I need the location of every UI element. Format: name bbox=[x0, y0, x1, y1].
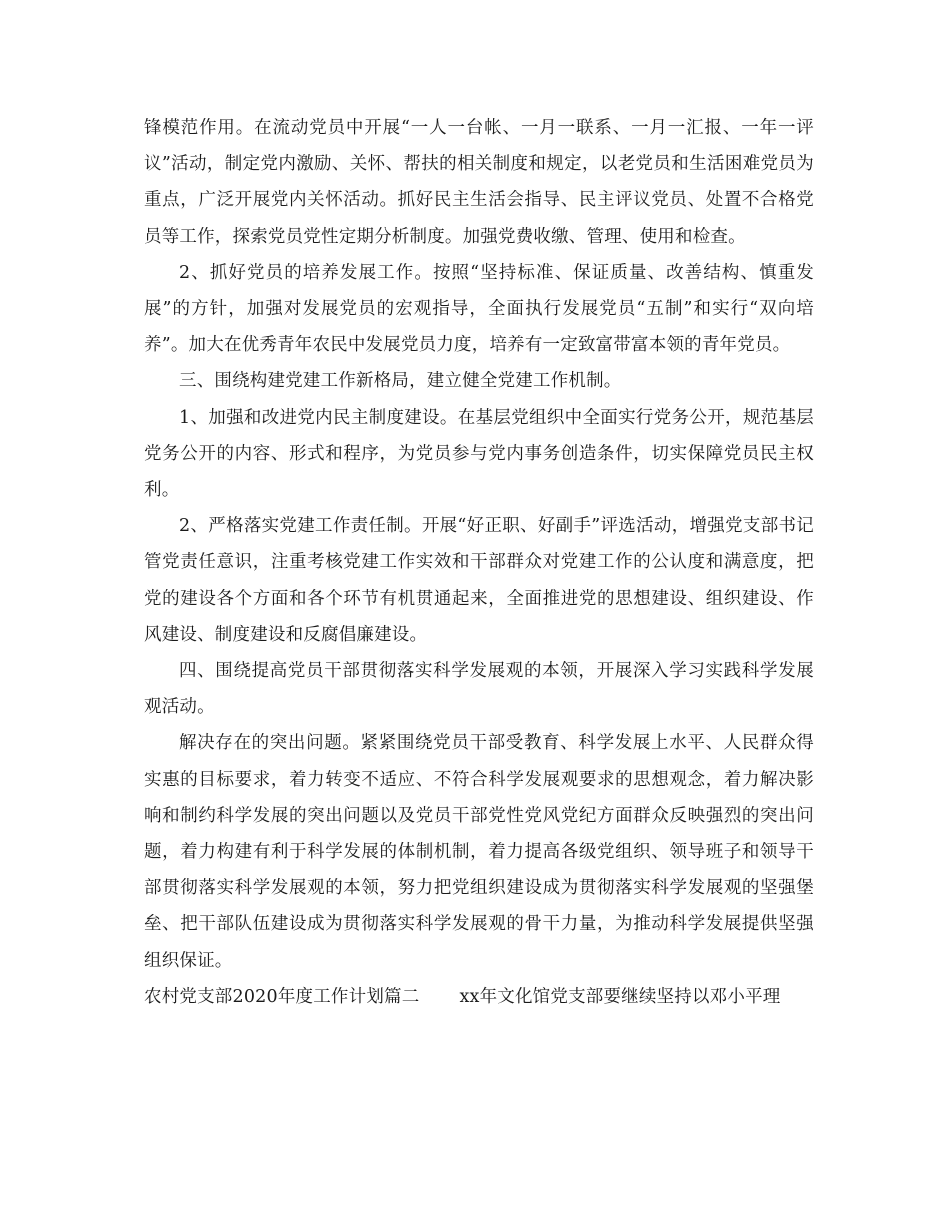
section-heading-3: 三、围绕构建党建工作新格局，建立健全党建工作机制。 bbox=[179, 371, 622, 392]
next-section-line bbox=[144, 979, 814, 1015]
next-section-title: 农村党支部2020年度工作计划篇二 bbox=[144, 986, 420, 1007]
document-body bbox=[144, 110, 814, 1015]
paragraph-1: 锋模范作用。在流动党员中开展“一人一台帐、一月一联系、一月一汇报、一年一评议”活动，制定党内激励、关怀、帮扶的相关制度和规定，以老党员和生活困难党员为重点，广泛开展党内关怀活动。抓好民主生活会指导、民主评议党员、处置不合格党员等工作，探索党员党性定期分析制度。加强党费收缴、管理、使用和检查。 bbox=[144, 118, 814, 247]
paragraph-4: 1、加强和改进党内民主制度建设。在基层党组织中全面实行党务公开，规范基层党务公开的内容、形式和程序，为党员参与党内事务创造条件，切实保障党员民主权利。 bbox=[144, 407, 814, 501]
paragraph-7: 解决存在的突出问题。紧紧围绕党员干部受教育、科学发展上水平、人民群众得实惠的目标要求，着力转变不适应、不符合科学发展观要求的思想观念，着力解决影响和制约科学发展的突出问题以及党员干部党性党风党纪方面群众反映强烈的突出问题，着力构建有利于科学发展的体制机制，着力提高各级党组织、领导班子和领导干部贯彻落实科学发展观的本领，努力把党组织建设成为贯彻落实科学发展观的坚强堡垒、把干部队伍建设成为贯彻落实科学发展观的骨干力量，为推动科学发展提供坚强组织保证。 bbox=[144, 733, 814, 971]
paragraph-2: 2、抓好党员的培养发展工作。按照“坚持标准、保证质量、改善结构、慎重发展”的方针，加强对发展党员的宏观指导，全面执行发展党员“五制”和实行“双向培养”。加大在优秀青年农民中发展党员力度，培养有一定致富带富本领的青年党员。 bbox=[144, 262, 814, 356]
next-section-start: xx年文化馆党支部要继续坚持以邓小平理 bbox=[459, 986, 781, 1007]
paragraph-5: 2、严格落实党建工作责任制。开展“好正职、好副手”评选活动，增强党支部书记管党责任意识，注重考核党建工作实效和干部群众对党建工作的公认度和满意度，把党的建设各个方面和各个环节有机贯通起来，全面推进党的思想建设、组织建设、作风建设、制度建设和反腐倡廉建设。 bbox=[144, 516, 814, 645]
section-heading-4: 四、围绕提高党员干部贯彻落实科学发展观的本领，开展深入学习实践科学发展观活动。 bbox=[144, 661, 814, 718]
